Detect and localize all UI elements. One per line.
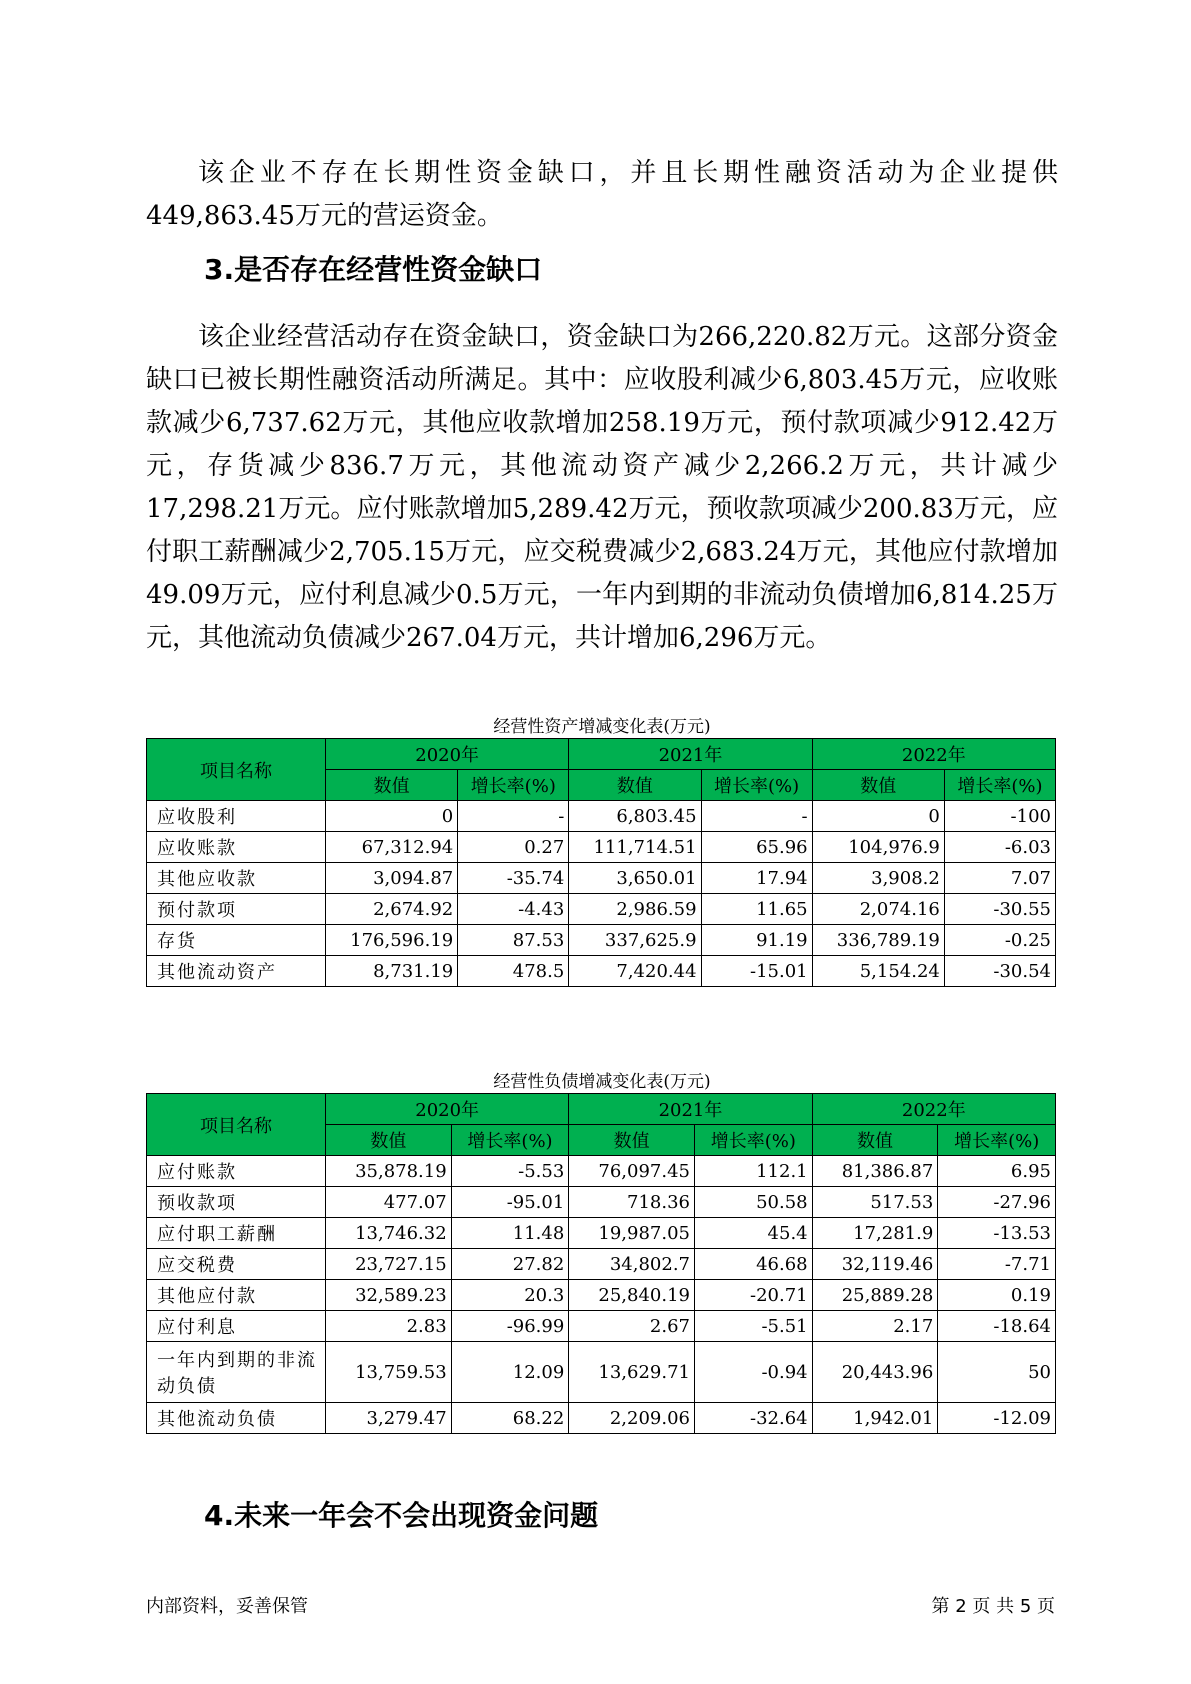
growth-rate-cell: -30.54 [944,956,1055,987]
growth-rate-header: 增长率(%) [695,1125,813,1156]
item-name-header: 项目名称 [147,739,326,801]
value-cell: 81,386.87 [812,1156,938,1187]
growth-rate-cell: 27.82 [451,1249,569,1280]
growth-rate-cell: 11.48 [451,1218,569,1249]
value-cell: 76,097.45 [569,1156,695,1187]
growth-rate-cell: 68.22 [451,1403,569,1434]
table-row [147,1280,1056,1311]
growth-rate-cell: -13.53 [938,1218,1056,1249]
value-header: 数值 [812,770,944,801]
value-cell: 2,986.59 [569,894,701,925]
growth-rate-header: 增长率(%) [701,770,812,801]
growth-rate-cell: 87.53 [458,925,569,956]
growth-rate-cell: -100 [944,801,1055,832]
table-row [147,801,1056,832]
growth-rate-cell: 0.19 [938,1280,1056,1311]
row-label: 一年内到期的非流动负债 [147,1342,326,1403]
growth-rate-cell: 12.09 [451,1342,569,1403]
growth-rate-cell: -7.71 [938,1249,1056,1280]
growth-rate-cell: -30.55 [944,894,1055,925]
value-cell: 718.36 [569,1187,695,1218]
growth-rate-header: 增长率(%) [938,1125,1056,1156]
table-row [147,1403,1056,1434]
row-label: 存货 [147,925,326,956]
table-row [147,832,1056,863]
intro-text: 该企业不存在长期性资金缺口，并且长期性融资活动为企业提供449,863.45万元的营运资金。 [146,158,1058,231]
growth-rate-cell: -20.71 [695,1280,813,1311]
growth-rate-header: 增长率(%) [458,770,569,801]
value-cell: 2,674.92 [326,894,458,925]
table-row [147,1342,1056,1403]
growth-rate-cell: 478.5 [458,956,569,987]
liability-table-caption: 经营性负债增减变化表(万元) [493,1072,711,1092]
value-cell: 13,759.53 [326,1342,452,1403]
section-3-paragraph [146,316,1058,660]
growth-rate-cell: - [701,801,812,832]
table-row [147,863,1056,894]
table-row [147,1311,1056,1342]
row-label: 应付账款 [147,1156,326,1187]
value-cell: 20,443.96 [812,1342,938,1403]
value-cell: 19,987.05 [569,1218,695,1249]
row-label: 应付职工薪酬 [147,1218,326,1249]
growth-rate-cell: -32.64 [695,1403,813,1434]
growth-rate-cell: 46.68 [695,1249,813,1280]
item-name-header: 项目名称 [147,1094,326,1156]
value-header: 数值 [569,770,701,801]
table-row [147,1156,1056,1187]
row-label: 应交税费 [147,1249,326,1280]
row-label: 其他流动资产 [147,956,326,987]
value-cell: 176,596.19 [326,925,458,956]
growth-rate-cell: 91.19 [701,925,812,956]
growth-rate-cell: -5.51 [695,1311,813,1342]
page-number: 第 2 页 共 5 页 [931,1596,1055,1617]
growth-rate-cell: -0.25 [944,925,1055,956]
growth-rate-cell: 50 [938,1342,1056,1403]
value-cell: 2,209.06 [569,1403,695,1434]
value-cell: 3,279.47 [326,1403,452,1434]
row-label: 其他应收款 [147,863,326,894]
value-cell: 2.67 [569,1311,695,1342]
row-label: 预收款项 [147,1187,326,1218]
year-header: 2020年 [326,739,569,770]
liability-table-body [147,1156,1056,1434]
row-label: 其他应付款 [147,1280,326,1311]
growth-rate-cell: -96.99 [451,1311,569,1342]
value-header: 数值 [569,1125,695,1156]
value-cell: 104,976.9 [812,832,944,863]
growth-rate-cell: - [458,801,569,832]
row-label: 应付利息 [147,1311,326,1342]
value-cell: 25,889.28 [812,1280,938,1311]
growth-rate-cell: -0.94 [695,1342,813,1403]
value-cell: 34,802.7 [569,1249,695,1280]
growth-rate-cell: 0.27 [458,832,569,863]
value-cell: 23,727.15 [326,1249,452,1280]
value-cell: 1,942.01 [812,1403,938,1434]
year-header: 2022年 [812,1094,1055,1125]
growth-rate-cell: 50.58 [695,1187,813,1218]
value-cell: 0 [812,801,944,832]
liability-change-table [146,1093,1056,1434]
growth-rate-cell: 7.07 [944,863,1055,894]
row-label: 其他流动负债 [147,1403,326,1434]
value-header: 数值 [326,770,458,801]
value-cell: 337,625.9 [569,925,701,956]
growth-rate-cell: 17.94 [701,863,812,894]
year-header: 2022年 [812,739,1055,770]
growth-rate-cell: -95.01 [451,1187,569,1218]
growth-rate-cell: -5.53 [451,1156,569,1187]
value-cell: 477.07 [326,1187,452,1218]
growth-rate-cell: -18.64 [938,1311,1056,1342]
growth-rate-cell: -12.09 [938,1403,1056,1434]
value-cell: 13,629.71 [569,1342,695,1403]
table-row [147,894,1056,925]
growth-rate-cell: -6.03 [944,832,1055,863]
value-cell: 6,803.45 [569,801,701,832]
footer-note: 内部资料，妥善保管 [146,1596,308,1617]
asset-table-body [147,801,1056,987]
value-cell: 25,840.19 [569,1280,695,1311]
value-cell: 7,420.44 [569,956,701,987]
growth-rate-cell: 6.95 [938,1156,1056,1187]
table-row [147,925,1056,956]
growth-rate-cell: 45.4 [695,1218,813,1249]
year-header: 2020年 [326,1094,569,1125]
asset-change-table [146,738,1056,987]
growth-rate-cell: -4.43 [458,894,569,925]
table-row [147,956,1056,987]
growth-rate-cell: -15.01 [701,956,812,987]
value-cell: 3,094.87 [326,863,458,894]
asset-table-caption: 经营性资产增减变化表(万元) [493,717,711,737]
growth-rate-header: 增长率(%) [944,770,1055,801]
value-cell: 8,731.19 [326,956,458,987]
growth-rate-cell: 112.1 [695,1156,813,1187]
value-cell: 111,714.51 [569,832,701,863]
value-cell: 67,312.94 [326,832,458,863]
year-header: 2021年 [569,739,812,770]
value-cell: 17,281.9 [812,1218,938,1249]
row-label: 预付款项 [147,894,326,925]
table-row [147,1249,1056,1280]
value-header: 数值 [812,1125,938,1156]
value-cell: 2,074.16 [812,894,944,925]
growth-rate-cell: -35.74 [458,863,569,894]
value-cell: 5,154.24 [812,956,944,987]
growth-rate-cell: 65.96 [701,832,812,863]
growth-rate-cell: 11.65 [701,894,812,925]
value-cell: 32,589.23 [326,1280,452,1311]
row-label: 应收账款 [147,832,326,863]
row-label: 应收股利 [147,801,326,832]
section-3-text: 该企业经营活动存在资金缺口，资金缺口为266,220.82万元。这部分资金缺口已被长期性融资活动所满足。其中：应收股利减少6,803.45万元，应收账款减少6,737.62万元，其他应收款增加258.19万元，预付款项减少912.42万元，存货减少836.7万元，其他流动资产减少2,266.2万元，共计减少17,298.21万元。应付账款增加5,289.42万元，预收款项减少200.83万元，应付职工薪酬减少2,705.15万元，应交税费减少2,683.24万元，其他应付款增加49.09万元，应付利息减少0.5万元，一年内到期的非流动负债增加6,814.25万元，其他流动负债减少267.04万元，共计增加6,296万元。 [146,322,1058,653]
growth-rate-header: 增长率(%) [451,1125,569,1156]
value-cell: 336,789.19 [812,925,944,956]
value-cell: 35,878.19 [326,1156,452,1187]
value-cell: 517.53 [812,1187,938,1218]
section-4-heading: 4.未来一年会不会出现资金问题 [204,1499,599,1532]
table-row [147,1218,1056,1249]
value-cell: 2.17 [812,1311,938,1342]
value-cell: 2.83 [326,1311,452,1342]
table-row [147,1187,1056,1218]
year-header: 2021年 [569,1094,812,1125]
value-cell: 3,650.01 [569,863,701,894]
value-cell: 13,746.32 [326,1218,452,1249]
section-3-heading: 3.是否存在经营性资金缺口 [204,253,543,286]
intro-paragraph [146,152,1058,238]
growth-rate-cell: -27.96 [938,1187,1056,1218]
value-cell: 3,908.2 [812,863,944,894]
value-header: 数值 [326,1125,452,1156]
growth-rate-cell: 20.3 [451,1280,569,1311]
value-cell: 0 [326,801,458,832]
value-cell: 32,119.46 [812,1249,938,1280]
